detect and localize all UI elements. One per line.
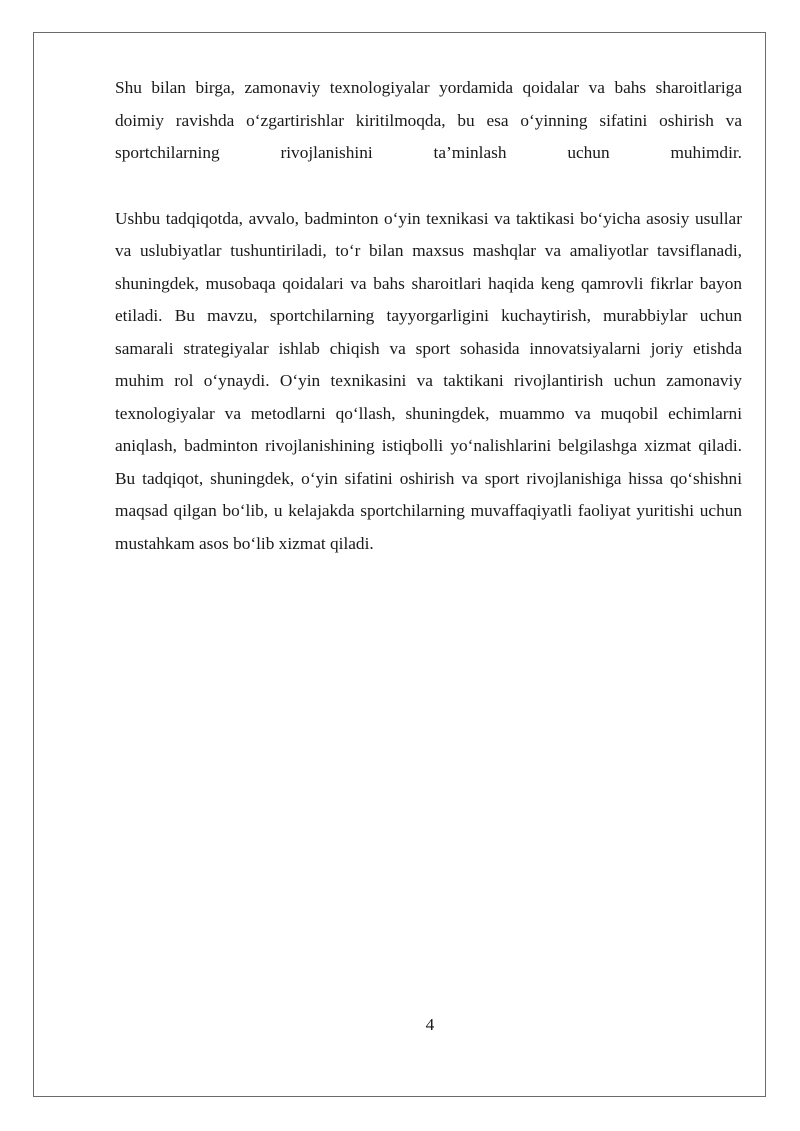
- document-body: [115, 72, 742, 560]
- paragraph-2: Ushbu tadqiqotda, avvalo, badminton o‘yin texnikasi va taktikasi bo‘yicha asosiy usullar va uslubiyatlar tushuntiriladi, to‘r bilan maxsus mashqlar va amaliyotlar tavsiflanadi, shuningdek, musobaqa qoidalari va bahs sharoitlari haqida keng qamrovli fikrlar bayon etiladi. Bu mavzu, sportchilarning tayyorgarligini kuchaytirish, murabbiylar uchun samarali strategiyalar ishlab chiqish va sport sohasida innovatsiyalarni joriy etishda muhim rol o‘ynaydi. O‘yin texnikasini va taktikani rivojlantirish uchun zamonaviy texnologiyalar va metodlarni qo‘llash, shuningdek, muammo va muqobil echimlarni aniqlash, badminton rivojlanishining istiqbolli yo‘nalishlarini belgilashga xizmat qiladi. Bu tadqiqot, shuningdek, o‘yin sifatini oshirish va sport rivojlanishiga hissa qo‘shishni maqsad qilgan bo‘lib, u kelajakda sportchilarning muvaffaqiyatli faoliyat yuritishi uchun mustahkam asos bo‘lib xizmat qiladi.: [115, 208, 742, 553]
- page-number: 4: [425, 1015, 435, 1034]
- paragraph-1: Shu bilan birga, zamonaviy texnologiyalar yordamida qoidalar va bahs sharoitlariga doimiy ravishda o‘zgartirishlar kiritilmoqda, bu esa o‘yinning sifatini oshirish va sportchilarning rivojlanishini ta’minlash uchun muhimdir.: [115, 78, 742, 162]
